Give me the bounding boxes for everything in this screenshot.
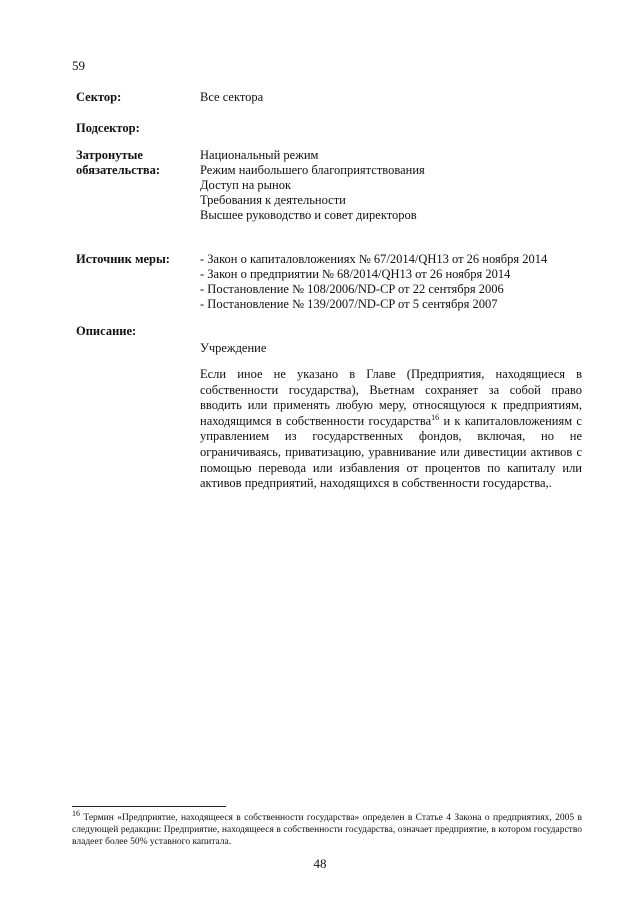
- footnote-number: 16: [72, 808, 80, 818]
- obligation-item: Национальный режим: [200, 148, 319, 162]
- sector-value: Все сектора: [200, 90, 264, 104]
- footnote: [72, 808, 582, 849]
- source-list: [200, 252, 547, 312]
- description-label: Описание:: [76, 324, 137, 338]
- obligation-item: Высшее руководство и совет директоров: [200, 208, 417, 222]
- source-label: Источник меры:: [76, 252, 170, 266]
- paragraph-text: Если иное не указано в Главе (Предприятия, находящиеся в собственности государства), Вьетнам сохраняет за собой право вводить или применять любую меру, относящуюся к предприятиям, находящимся в собственности государства: [200, 367, 582, 428]
- subsector-label: Подсектор:: [76, 121, 140, 135]
- source-item: - Закон о предприятии № 68/2014/QH13 от 26 ноября 2014: [200, 267, 511, 281]
- obligations-label-line2: обязательства:: [76, 163, 161, 177]
- source-item: - Постановление № 108/2006/ND-CP от 22 сентября 2006: [200, 282, 504, 296]
- obligations-label-line1: Затронутые: [76, 148, 143, 162]
- document-number: 59: [72, 58, 85, 73]
- page-number: 48: [313, 856, 327, 871]
- obligation-item: Режим наибольшего благоприятствования: [200, 163, 425, 177]
- description-paragraph: [200, 367, 582, 492]
- obligations-label: [76, 148, 160, 178]
- footnote-divider: [72, 806, 226, 807]
- obligation-item: Доступ на рынок: [200, 178, 292, 192]
- paragraph-text: и к капиталовложениям с управлением из государственных фондов, включая, но не ограничиваясь, приватизацию, уравнивание или дивестиции активов с помощью перевода или избавления от процентов по капиталу или активов предприятий, находящихся в собственности государства,.: [200, 413, 582, 491]
- obligation-item: Требования к деятельности: [200, 193, 346, 207]
- source-item: - Постановление № 139/2007/ND-CP от 5 сентября 2007: [200, 297, 498, 311]
- obligations-list: [200, 148, 425, 223]
- sector-label: Сектор:: [76, 90, 122, 104]
- source-item: - Закон о капиталовложениях № 67/2014/QH13 от 26 ноября 2014: [200, 252, 548, 266]
- description-heading: Учреждение: [200, 341, 267, 355]
- footnote-reference[interactable]: 16: [431, 412, 440, 422]
- footnote-text: Термин «Предприятие, находящееся в собственности государства» определен в Статье 4 Закона о предприятиях, 2005 в следующей редакции: Предприятие, находящееся в собственности государства, означает предприятие, в котором государство владеет более 50% уставного капитала.: [72, 813, 582, 848]
